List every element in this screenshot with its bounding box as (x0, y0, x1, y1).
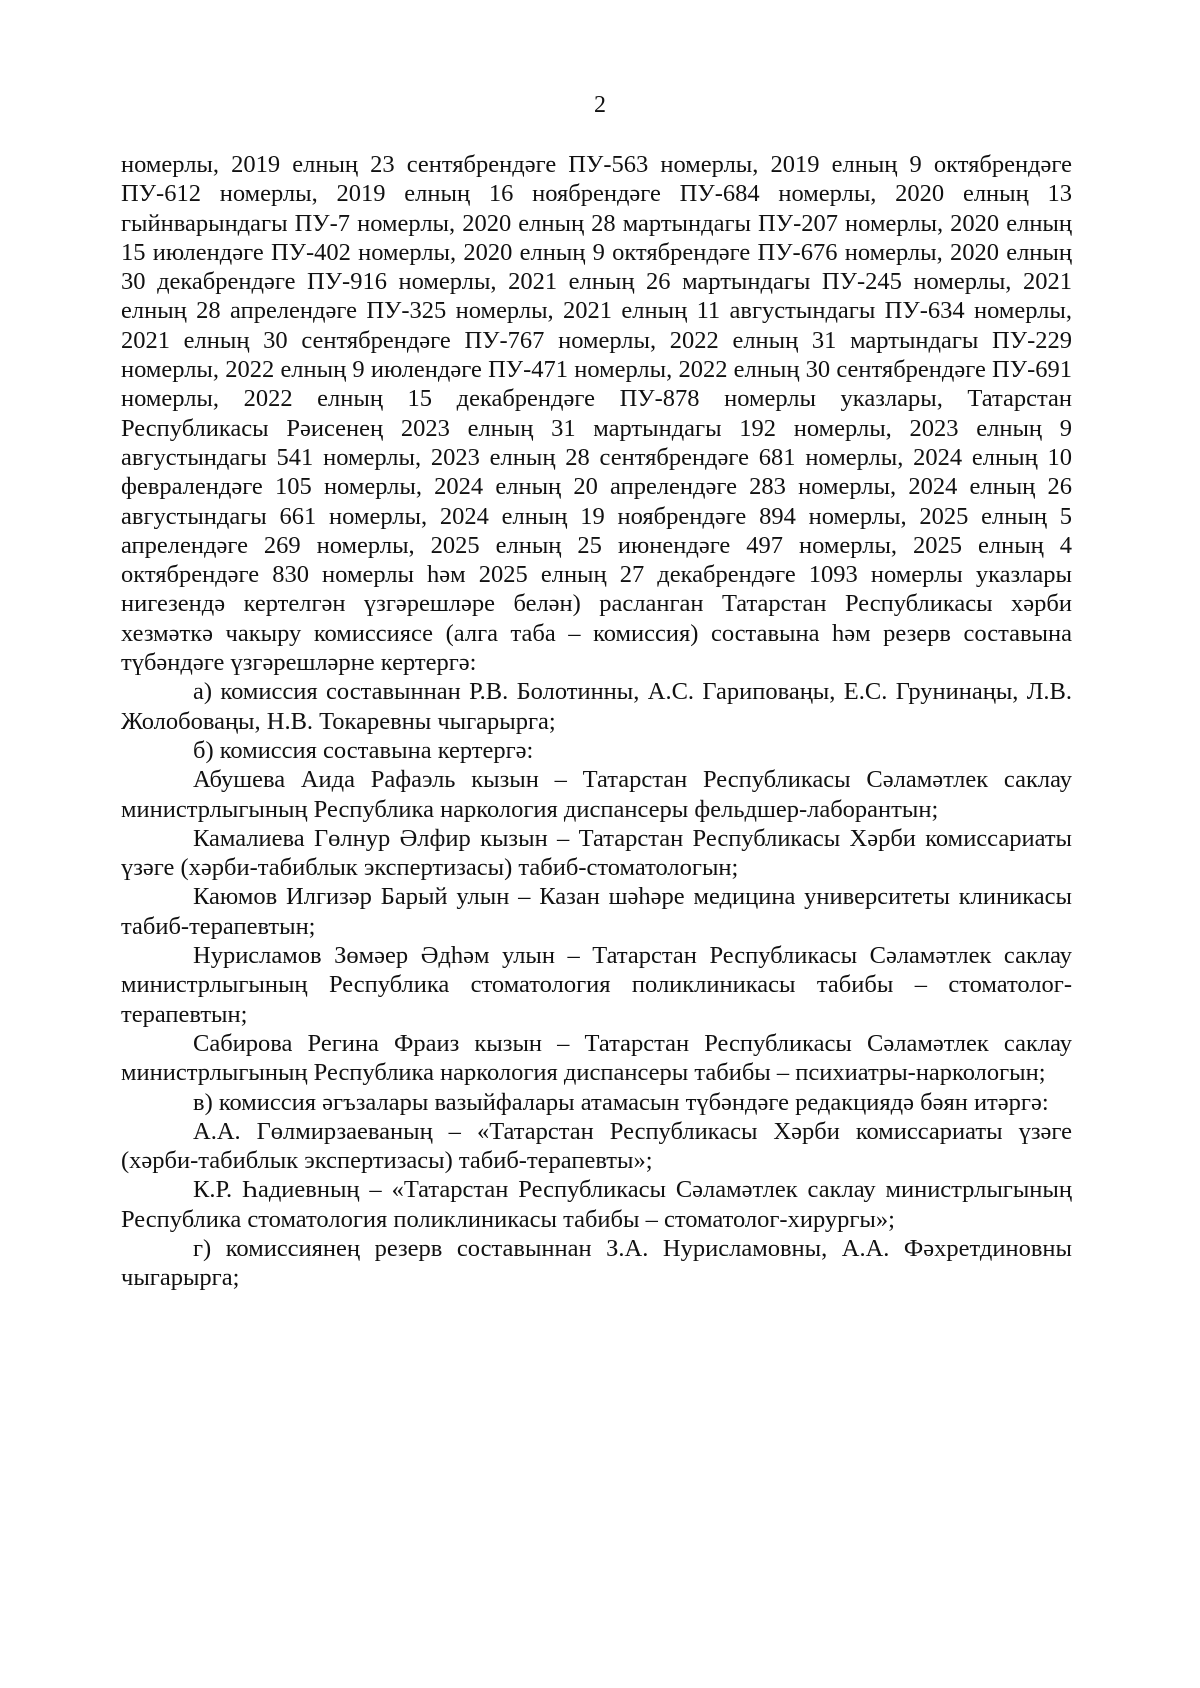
paragraph-item-b: б) комиссия составына кертергә: (193, 736, 534, 764)
page-number: 2 (594, 92, 606, 118)
paragraph-position-gelmirzaeva: А.А. Гөлмирзаеваның – «Татарстан Республикасы Хәрби комиссариаты үзәге (хәрби-табиблык экспертизасы) табиб-терапевты»; (121, 1117, 1072, 1175)
paragraph-member-kamalieva: Камалиева Гөлнур Әлфир кызын – Татарстан Республикасы Хәрби комиссариаты үзәге (хәрби-табиблык экспертизасы) табиб-стоматологын; (121, 824, 1072, 882)
paragraph-member-abusheva: Абушева Аида Рафаэль кызын – Татарстан Республикасы Сәламәтлек саклау министрлыгының Республика наркология диспансеры фельдшер-лаборантын; (121, 766, 1072, 823)
paragraph-position-hadiev: К.Р. Һадиевның – «Татарстан Республикасы Сәламәтлек саклау министрлыгының Республика стоматология поликлиникасы табибы – стоматолог-хирургы»; (121, 1176, 1072, 1233)
paragraph-amendment-list: номерлы, 2019 елның 23 сентябрендәге ПУ-563 номерлы, 2019 елның 9 октябрендәге ПУ-612 номерлы, 2019 елның 16 ноябрендәге ПУ-684 номерлы, 2020 елның 13 гыйнварындагы ПУ-7 номерлы, 2020 елның 28 мартындагы ПУ-207 номерлы, 2020 елның 15 июлендәге ПУ-402 номерлы, 2020 елның 9 октябрендәге ПУ-676 номерлы, 2020 елның 30 декабрендәге ПУ-916 номерлы, 2021 елның 26 мартындагы ПУ-245 номерлы, 2021 елның 28 апрелендәге ПУ-325 номерлы, 2021 елның 11 августындагы ПУ-634 номерлы, 2021 елның 30 сентябрендәге ПУ-767 номерлы, 2022 елның 31 мартындагы ПУ-229 номерлы, 2022 елның 9 июлендәге ПУ-471 номерлы, 2022 елның 30 сентябрендәге ПУ-691 номерлы, 2022 елның 15 декабрендәге ПУ-878 номерлы указлары, Татарстан Республикасы Рәисенең 2023 елның 31 мартындагы 192 номерлы, 2023 елның 9 августындагы 541 номерлы, 2023 елның 28 сентябрендәге 681 номерлы, 2024 елның 10 февралендәге 105 номерлы, 2024 елның 20 апрелендәге 283 номерлы, 2024 елның 26 августындагы 661 номерлы, 2024 елның 19 ноябрендәге 894 номерлы, 2025 елның 5 апрелендәге 269 номерлы, 2025 елның 25 июнендәге 497 номерлы, 2025 елның 4 октябрендәге 830 номерлы һәм 2025 елның 27 декабрендәге 1093 номерлы указлары нигезендә кертелгән үзгәрешләре белән) расланган Татарстан Республикасы хәрби хезмәткә чакыру комиссиясе (алга таба – комиссия) составына һәм резерв составына түбәндәге үзгәрешләрне кертергә: (121, 151, 1072, 677)
paragraph-member-kayumov: Каюмов Илгизәр Барый улын – Казан шәһәре медицина университеты клиникасы табиб-терапевтын; (121, 883, 1072, 940)
paragraph-member-sabirova: Сабирова Регина Фраиз кызын – Татарстан Республикасы Сәламәтлек саклау министрлыгының Республика наркология диспансеры табибы – психиатры-наркологын; (121, 1029, 1072, 1087)
paragraph-item-g: г) комиссиянең резерв составыннан З.А. Нурисламовны, А.А. Фәхретдиновны чыгарырга; (121, 1234, 1072, 1292)
document-body (121, 150, 1072, 1293)
paragraph-member-nurislamov: Нурисламов Зөмәер Әдһәм улын – Татарстан Республикасы Сәламәтлек саклау министрлыгының Республика стоматология поликлиникасы табибы – стоматолог-терапевтын; (121, 942, 1072, 1028)
paragraph-item-a: а) комиссия составыннан Р.В. Болотинны, А.С. Гариповаңы, Е.С. Грунинаңы, Л.В. Жолобоваңы, Н.В. Токаревны чыгарырга; (121, 678, 1072, 735)
paragraph-item-v: в) комиссия әгъзалары вазыйфалары атамасын түбәндәге редакциядә бәян итәргә: (193, 1088, 1049, 1116)
